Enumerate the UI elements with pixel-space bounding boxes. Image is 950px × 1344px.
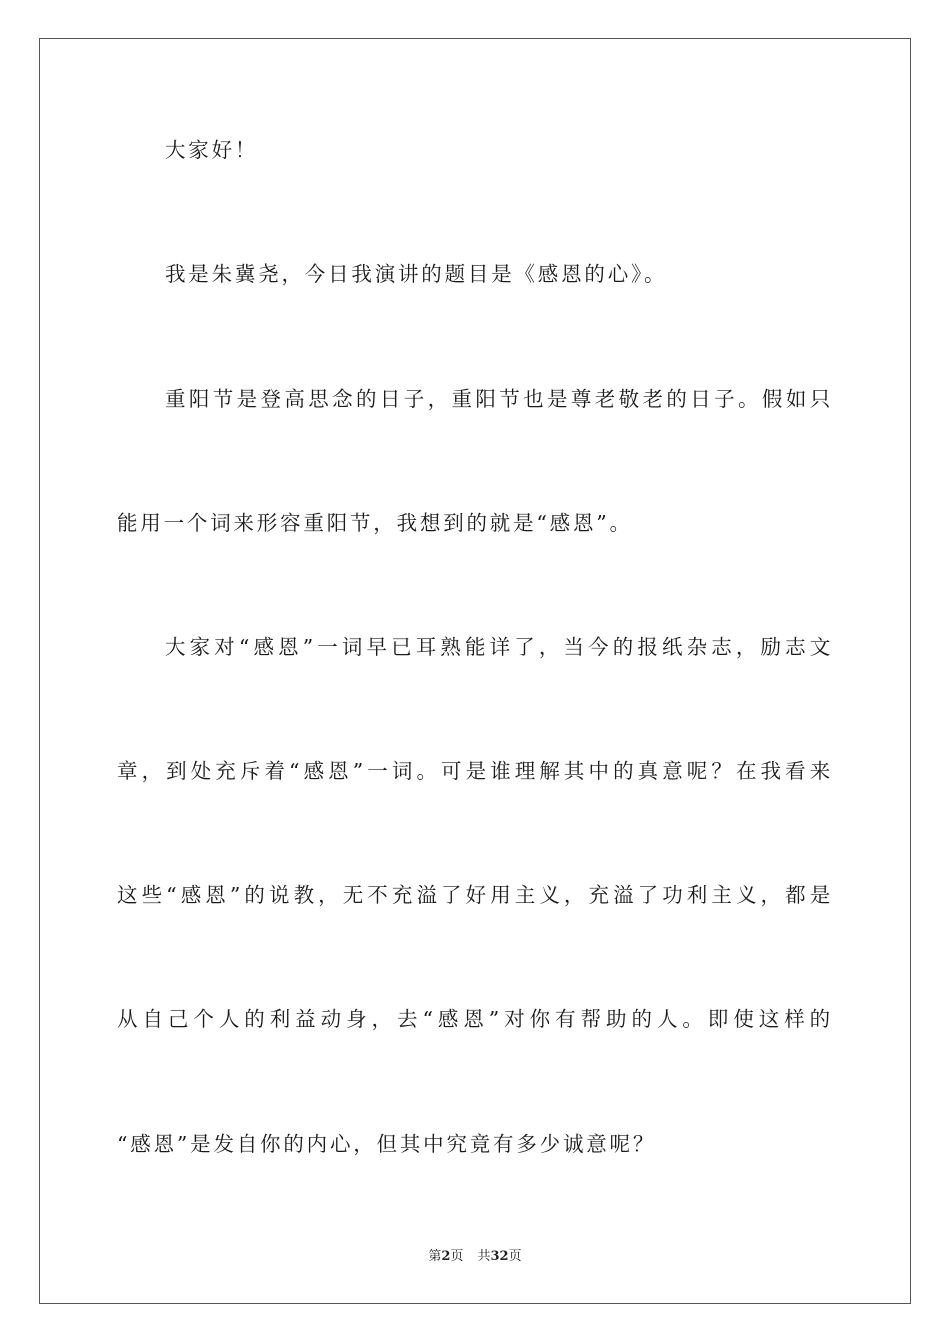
total-suffix: 页 xyxy=(508,1249,522,1264)
paragraph-line: 这些“感恩”的说教，无不充溢了好用主义，充溢了功利主义，都是 xyxy=(117,883,833,907)
page-prefix: 第 xyxy=(428,1249,442,1264)
total-prefix: 共 xyxy=(477,1249,491,1264)
paragraph-line: 大家对“感恩”一词早已耳熟能详了，当今的报纸杂志，励志文 xyxy=(165,635,833,659)
paragraph-line: 章，到处充斥着“感恩”一词。可是谁理解其中的真意呢？在我看来 xyxy=(117,759,833,783)
page-suffix: 页 xyxy=(450,1249,464,1264)
greeting-line: 大家好！ xyxy=(165,138,259,162)
page-footer xyxy=(0,1248,950,1266)
paragraph-line: 我是朱冀尧，今日我演讲的题目是《感恩的心》。 xyxy=(165,262,668,286)
paragraph-line: “感恩”是发自你的内心，但其中究竟有多少诚意呢？ xyxy=(117,1132,657,1156)
paragraph-line: 从自己个人的利益动身，去“感恩”对你有帮助的人。即使这样的 xyxy=(117,1007,833,1031)
page-border xyxy=(39,38,911,1304)
paragraph-line: 能用一个词来形容重阳节，我想到的就是“感恩”。 xyxy=(117,511,633,535)
page-number: 2 xyxy=(441,1249,451,1264)
total-pages: 32 xyxy=(490,1249,509,1264)
paragraph-line: 重阳节是登高思念的日子，重阳节也是尊老敬老的日子。假如只 xyxy=(165,387,833,411)
